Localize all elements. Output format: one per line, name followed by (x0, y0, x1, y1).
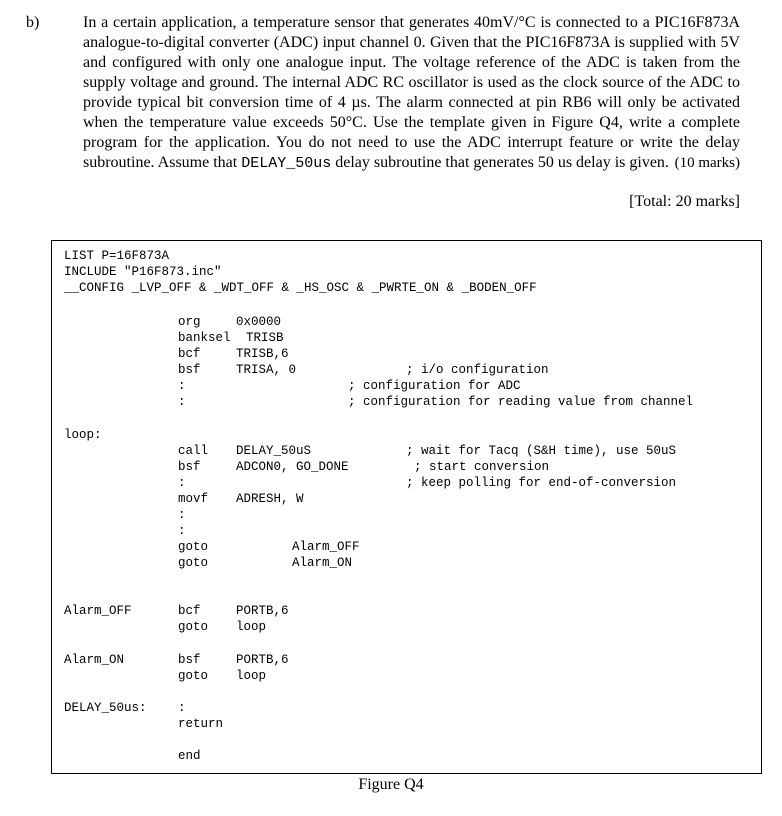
code-header-list: LIST P=16F873A (64, 249, 170, 263)
total-marks: [Total: 20 marks] (629, 193, 740, 210)
code-comment: ; start conversion (414, 460, 550, 474)
figure-caption: Figure Q4 (358, 776, 424, 793)
code-mnemonic: : (178, 395, 186, 409)
code-mnemonic: bsf (178, 460, 201, 474)
question-text-part2: delay subroutine that generates 50 us delay is given. (331, 154, 669, 171)
code-operand: 0x0000 (236, 315, 282, 329)
code-comment: ; wait for Tacq (S&H time), use 50uS (406, 444, 677, 458)
marks: (10 marks) (674, 155, 740, 171)
code-mnemonic: return (178, 717, 224, 731)
code-term: DELAY_50us (241, 155, 332, 172)
code-mnemonic: : (178, 701, 186, 715)
code-mnemonic: : (178, 379, 186, 393)
code-comment: ; configuration for reading value from channel (348, 395, 694, 409)
code-mnemonic: banksel (178, 331, 231, 345)
code-mnemonic: bcf (178, 347, 201, 361)
question-paragraph (83, 13, 740, 174)
code-comment: ; configuration for ADC (348, 379, 521, 393)
code-operand: loop (236, 620, 267, 634)
code-mnemonic: goto (178, 540, 209, 554)
code-operand: ADCON0, GO_DONE (236, 460, 349, 474)
code-operand: ADRESH, W (236, 492, 304, 506)
code-operand: PORTB,6 (236, 604, 289, 618)
code-comment: ; i/o configuration (406, 363, 549, 377)
code-mnemonic: bsf (178, 653, 201, 667)
code-mnemonic: goto (178, 669, 209, 683)
code-label-delay: DELAY_50us: (64, 701, 147, 715)
code-operand: PORTB,6 (236, 653, 289, 667)
code-mnemonic: movf (178, 492, 209, 506)
code-operand: TRISB,6 (236, 347, 289, 361)
code-label-alarm-off: Alarm_OFF (64, 604, 132, 618)
code-header-config: __CONFIG _LVP_OFF & _WDT_OFF & _HS_OSC & _PWRTE_ON & _BODEN_OFF (64, 281, 537, 295)
code-operand: loop (236, 669, 267, 683)
code-label-loop: loop: (64, 428, 102, 442)
code-mnemonic: : (178, 524, 186, 538)
code-mnemonic: end (178, 749, 201, 763)
code-template-box (51, 240, 762, 774)
question-text-part1: In a certain application, a temperature sensor that generates 40mV/°C is connected to a PIC16F873A analogue-to-digital converter (ADC) input channel 0. Given that the PIC16F873A is supplied with 5V and configured with only one analogue input. The voltage reference of the ADC is taken from the supply voltage and ground. The internal ADC RC oscillator is used as the clock source of the ADC to provide typical bit conversion time of 4 µs. The alarm connected at pin RB6 will only be activated when the temperature value exceeds 50°C. Use the template given in Figure Q4, write a complete program for the application. You do not need to use the ADC interrupt feature or write the delay subroutine. Assume that (83, 14, 740, 171)
code-comment: ; keep polling for end-of-conversion (406, 476, 677, 490)
code-label-alarm-on: Alarm_ON (64, 653, 125, 667)
code-mnemonic: bcf (178, 604, 201, 618)
code-operand: Alarm_OFF (292, 540, 360, 554)
code-operand: TRISA, 0 (236, 363, 297, 377)
code-operand: TRISB (246, 331, 284, 345)
code-mnemonic: goto (178, 556, 209, 570)
code-mnemonic: goto (178, 620, 209, 634)
code-mnemonic: : (178, 508, 186, 522)
question-label: b) (26, 14, 40, 31)
code-mnemonic: bsf (178, 363, 201, 377)
code-header-include: INCLUDE "P16F873.inc" (64, 265, 222, 279)
code-operand: DELAY_50uS (236, 444, 312, 458)
code-mnemonic: : (178, 476, 186, 490)
code-mnemonic: call (178, 444, 209, 458)
code-operand: Alarm_ON (292, 556, 353, 570)
code-mnemonic: org (178, 315, 201, 329)
